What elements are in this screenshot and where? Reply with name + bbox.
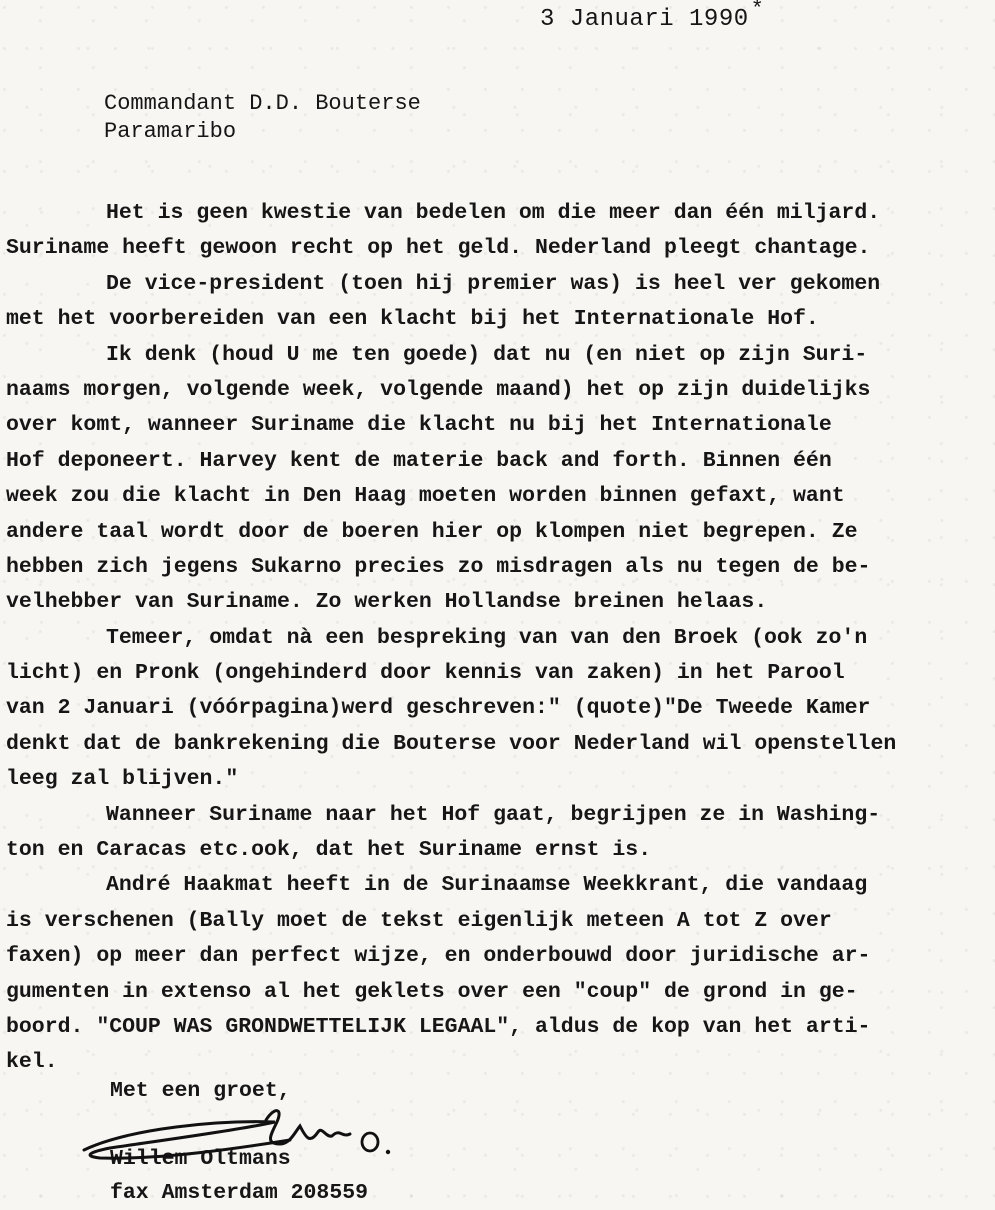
body-line: Ik denk (houd U me ten goede) dat nu (en niet op zijn Suri- xyxy=(106,342,868,367)
body-line: Hof deponeert. Harvey kent de materie back and forth. Binnen één xyxy=(6,448,832,473)
body-line: boord. "COUP WAS GRONDWETTELIJK LEGAAL", aldus de kop van het arti- xyxy=(6,1014,871,1039)
recipient-block xyxy=(104,90,421,146)
body-line: Wanneer Suriname naar het Hof gaat, begrijpen ze in Washing- xyxy=(106,802,881,827)
body-line: gumenten in extenso al het geklets over een "coup" de grond in ge- xyxy=(6,979,858,1004)
recipient-name: Commandant D.D. Bouterse xyxy=(104,91,421,116)
date-asterisk: * xyxy=(750,0,765,22)
body-line: De vice-president (toen hij premier was) is heel ver gekomen xyxy=(106,271,881,296)
body-line: over komt, wanneer Suriname die klacht nu bij het Internationale xyxy=(6,413,832,438)
body-line: is verschenen (Bally moet de tekst eigenlijk meteen A tot Z over xyxy=(6,908,832,933)
body-line: licht) en Pronk (ongehinderd door kennis van zaken) in het Parool xyxy=(6,661,845,686)
body-line: denkt dat de bankrekening die Bouterse voor Nederland wil openstellen xyxy=(6,731,897,756)
body-line: leeg zal blijven." xyxy=(6,767,239,792)
closing-greeting: Met een groet, xyxy=(110,1079,291,1103)
signer-name: Willem Oltmans xyxy=(110,1147,291,1171)
letter-body xyxy=(6,196,991,1081)
body-line: velhebber van Suriname. Zo werken Hollandse breinen helaas. xyxy=(6,590,768,615)
handwritten-signature xyxy=(70,1098,440,1178)
body-line: kel. xyxy=(6,1050,58,1075)
body-line: andere taal wordt door de boeren hier op klompen niet begrepen. Ze xyxy=(6,519,858,544)
fax-number: fax Amsterdam 208559 xyxy=(110,1181,369,1205)
body-line: van 2 Januari (vóórpagina)werd geschreven:" (quote)"De Tweede Kamer xyxy=(6,696,871,721)
body-line: Suriname heeft gewoon recht op het geld. Nederland pleegt chantage. xyxy=(6,236,871,261)
body-line: faxen) op meer dan perfect wijze, en onderbouwd door juridische ar- xyxy=(6,944,871,969)
letter-date xyxy=(540,0,765,33)
body-line: week zou die klacht in Den Haag moeten worden binnen gefaxt, want xyxy=(6,484,845,509)
body-line: naams morgen, volgende week, volgende maand) het op zijn duidelijks xyxy=(6,377,871,402)
body-line: hebben zich jegens Sukarno precies zo misdragen als nu tegen de be- xyxy=(6,554,871,579)
body-line: met het voorbereiden van een klacht bij het Internationale Hof. xyxy=(6,307,819,332)
body-line: Temeer, omdat nà een bespreking van van den Broek (ook zo'n xyxy=(106,625,868,650)
date-text: 3 Januari 1990 xyxy=(540,6,749,33)
recipient-city: Paramaribo xyxy=(104,119,237,144)
body-line: Het is geen kwestie van bedelen om die meer dan één miljard. xyxy=(106,201,881,225)
body-line: ton en Caracas etc.ook, dat het Suriname ernst is. xyxy=(6,838,652,863)
body-line: André Haakmat heeft in de Surinaamse Weekkrant, die vandaag xyxy=(106,873,868,898)
